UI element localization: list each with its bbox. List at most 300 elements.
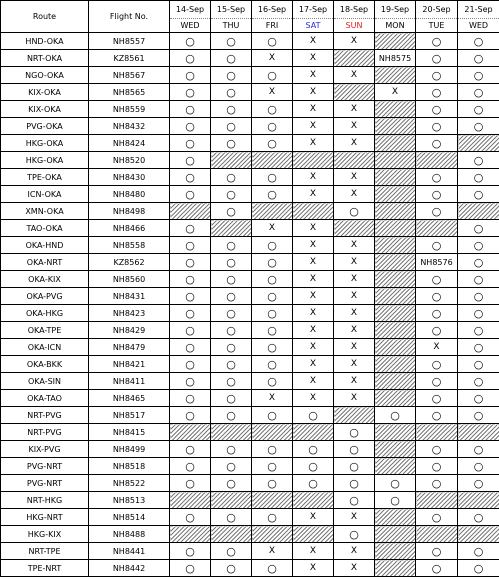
operating-cell bbox=[458, 322, 499, 339]
cancelled-cell bbox=[334, 186, 375, 203]
operating-mark: ○ bbox=[473, 51, 484, 65]
no-service-cell bbox=[375, 373, 416, 390]
substitute-flight-label: NH8576 bbox=[420, 257, 453, 267]
cancelled-cell bbox=[293, 135, 334, 152]
operating-mark: ○ bbox=[431, 544, 442, 558]
operating-mark: ○ bbox=[431, 136, 442, 150]
operating-cell bbox=[458, 509, 499, 526]
cancelled-cell bbox=[293, 67, 334, 84]
no-service-cell bbox=[375, 560, 416, 577]
operating-mark: ○ bbox=[267, 357, 277, 371]
operating-mark: ○ bbox=[473, 561, 484, 575]
operating-mark: ○ bbox=[431, 357, 442, 371]
operating-mark: ○ bbox=[390, 408, 400, 422]
operating-cell bbox=[458, 254, 499, 271]
table-row bbox=[1, 492, 499, 509]
no-service-cell bbox=[211, 220, 252, 237]
operating-mark: ○ bbox=[226, 510, 236, 524]
no-service-cell bbox=[375, 288, 416, 305]
date-header: 19-Sep bbox=[375, 1, 416, 19]
table-row bbox=[1, 186, 499, 203]
operating-cell bbox=[211, 237, 252, 254]
cancelled-cell bbox=[334, 67, 375, 84]
operating-mark: ○ bbox=[185, 374, 195, 388]
route-cell: KIX-PVG bbox=[1, 441, 89, 458]
operating-cell bbox=[170, 475, 211, 492]
operating-cell bbox=[170, 67, 211, 84]
operating-mark: ○ bbox=[308, 476, 318, 490]
operating-cell bbox=[458, 33, 499, 50]
route-cell: NRT-HKG bbox=[1, 492, 89, 509]
flight-number-cell: NH8415 bbox=[89, 424, 170, 441]
cancelled-cell bbox=[293, 101, 334, 118]
cancelled-mark: X bbox=[350, 512, 358, 522]
operating-mark: ○ bbox=[226, 238, 236, 252]
operating-mark: ○ bbox=[473, 442, 484, 456]
flight-number-cell: NH8514 bbox=[89, 509, 170, 526]
cancelled-mark: X bbox=[350, 138, 358, 148]
operating-cell bbox=[252, 186, 293, 203]
operating-cell bbox=[170, 322, 211, 339]
operating-mark: ○ bbox=[308, 408, 318, 422]
operating-cell bbox=[170, 237, 211, 254]
operating-cell bbox=[416, 458, 458, 475]
operating-mark: ○ bbox=[185, 34, 195, 48]
operating-mark: ○ bbox=[226, 306, 236, 320]
no-service-cell bbox=[375, 152, 416, 169]
cancelled-cell bbox=[293, 373, 334, 390]
table-row bbox=[1, 84, 499, 101]
operating-cell bbox=[416, 373, 458, 390]
table-row bbox=[1, 50, 499, 67]
operating-cell bbox=[211, 560, 252, 577]
operating-cell bbox=[170, 458, 211, 475]
route-cell: HKG-NRT bbox=[1, 509, 89, 526]
operating-cell bbox=[334, 441, 375, 458]
operating-cell bbox=[252, 305, 293, 322]
table-row bbox=[1, 390, 499, 407]
route-cell: XMN-OKA bbox=[1, 203, 89, 220]
table-row bbox=[1, 169, 499, 186]
cancelled-cell bbox=[334, 373, 375, 390]
no-service-cell bbox=[458, 135, 499, 152]
route-cell: HND-OKA bbox=[1, 33, 89, 50]
flight-number-cell: NH8567 bbox=[89, 67, 170, 84]
operating-cell bbox=[211, 101, 252, 118]
operating-cell bbox=[211, 50, 252, 67]
route-cell: PVG-NRT bbox=[1, 458, 89, 475]
no-service-cell bbox=[375, 237, 416, 254]
route-cell: NRT-PVG bbox=[1, 424, 89, 441]
operating-mark: ○ bbox=[185, 221, 195, 235]
route-cell: OKA-HND bbox=[1, 237, 89, 254]
flight-number-cell: NH8522 bbox=[89, 475, 170, 492]
operating-cell bbox=[416, 288, 458, 305]
operating-mark: ○ bbox=[431, 119, 442, 133]
operating-mark: ○ bbox=[473, 187, 484, 201]
operating-mark: ○ bbox=[226, 289, 236, 303]
operating-cell bbox=[334, 475, 375, 492]
route-cell: OKA-TPE bbox=[1, 322, 89, 339]
operating-mark: ○ bbox=[267, 510, 277, 524]
cancelled-mark: X bbox=[350, 563, 358, 573]
no-service-cell bbox=[458, 203, 499, 220]
operating-cell bbox=[211, 118, 252, 135]
operating-cell bbox=[252, 441, 293, 458]
operating-mark: ○ bbox=[226, 204, 236, 218]
operating-cell bbox=[170, 118, 211, 135]
no-service-cell bbox=[375, 458, 416, 475]
flight-number-cell: NH8517 bbox=[89, 407, 170, 424]
day-header: SAT bbox=[293, 19, 334, 33]
cancelled-cell bbox=[293, 33, 334, 50]
cancelled-mark: X bbox=[309, 325, 317, 335]
operating-cell bbox=[416, 305, 458, 322]
cancelled-cell bbox=[252, 220, 293, 237]
no-service-cell bbox=[375, 509, 416, 526]
no-service-cell bbox=[293, 492, 334, 509]
operating-mark: ○ bbox=[267, 476, 277, 490]
operating-mark: ○ bbox=[267, 187, 277, 201]
cancelled-mark: X bbox=[350, 240, 358, 250]
operating-mark: ○ bbox=[349, 442, 359, 456]
operating-cell bbox=[211, 339, 252, 356]
operating-mark: ○ bbox=[185, 306, 195, 320]
operating-mark: ○ bbox=[431, 374, 442, 388]
cancelled-mark: X bbox=[309, 359, 317, 369]
operating-cell bbox=[252, 271, 293, 288]
table-row bbox=[1, 424, 499, 441]
table-row bbox=[1, 526, 499, 543]
operating-cell bbox=[458, 237, 499, 254]
operating-mark: ○ bbox=[185, 561, 195, 575]
cancelled-cell bbox=[252, 50, 293, 67]
no-service-cell bbox=[375, 169, 416, 186]
cancelled-cell bbox=[334, 271, 375, 288]
cancelled-mark: X bbox=[350, 36, 358, 46]
operating-cell bbox=[416, 101, 458, 118]
flight-number-cell: NH8557 bbox=[89, 33, 170, 50]
operating-cell bbox=[211, 84, 252, 101]
operating-mark: ○ bbox=[473, 391, 484, 405]
operating-mark: ○ bbox=[185, 272, 195, 286]
operating-mark: ○ bbox=[473, 374, 484, 388]
operating-mark: ○ bbox=[226, 136, 236, 150]
operating-cell bbox=[252, 475, 293, 492]
route-cell: NGO-OKA bbox=[1, 67, 89, 84]
operating-cell bbox=[458, 356, 499, 373]
operating-cell bbox=[211, 356, 252, 373]
operating-cell bbox=[458, 305, 499, 322]
operating-cell bbox=[458, 288, 499, 305]
operating-mark: ○ bbox=[185, 68, 195, 82]
operating-mark: ○ bbox=[349, 204, 359, 218]
date-header: 20-Sep bbox=[416, 1, 458, 19]
operating-cell bbox=[416, 135, 458, 152]
day-header: WED bbox=[458, 19, 499, 33]
operating-mark: ○ bbox=[431, 85, 442, 99]
cancelled-cell bbox=[252, 390, 293, 407]
operating-cell bbox=[211, 33, 252, 50]
operating-mark: ○ bbox=[185, 340, 195, 354]
flight-number-cell: NH8465 bbox=[89, 390, 170, 407]
route-cell: NRT-PVG bbox=[1, 407, 89, 424]
table-row bbox=[1, 33, 499, 50]
no-service-cell bbox=[375, 220, 416, 237]
cancelled-cell bbox=[334, 509, 375, 526]
operating-mark: ○ bbox=[349, 493, 359, 507]
operating-mark: ○ bbox=[267, 34, 277, 48]
operating-cell bbox=[416, 186, 458, 203]
operating-mark: ○ bbox=[431, 408, 442, 422]
operating-cell bbox=[170, 509, 211, 526]
cancelled-cell bbox=[293, 237, 334, 254]
operating-cell bbox=[211, 135, 252, 152]
operating-cell bbox=[170, 101, 211, 118]
route-cell: OKA-HKG bbox=[1, 305, 89, 322]
operating-cell bbox=[458, 84, 499, 101]
operating-mark: ○ bbox=[267, 459, 277, 473]
day-header: THU bbox=[211, 19, 252, 33]
operating-cell bbox=[170, 441, 211, 458]
operating-cell bbox=[416, 441, 458, 458]
operating-mark: ○ bbox=[185, 51, 195, 65]
operating-cell bbox=[252, 373, 293, 390]
operating-mark: ○ bbox=[431, 561, 442, 575]
operating-cell bbox=[211, 169, 252, 186]
flight-number-cell: NH8423 bbox=[89, 305, 170, 322]
flight-number-cell: NH8441 bbox=[89, 543, 170, 560]
operating-cell bbox=[211, 543, 252, 560]
operating-mark: ○ bbox=[267, 289, 277, 303]
cancelled-mark: X bbox=[350, 274, 358, 284]
cancelled-mark: X bbox=[350, 172, 358, 182]
operating-mark: ○ bbox=[267, 323, 277, 337]
cancelled-mark: X bbox=[391, 87, 399, 97]
no-service-cell bbox=[170, 492, 211, 509]
operating-mark: ○ bbox=[473, 357, 484, 371]
date-header: 14-Sep bbox=[170, 1, 211, 19]
no-service-cell bbox=[375, 356, 416, 373]
cancelled-cell bbox=[252, 543, 293, 560]
no-service-cell bbox=[458, 492, 499, 509]
operating-mark: ○ bbox=[473, 459, 484, 473]
operating-cell bbox=[170, 84, 211, 101]
date-header: 17-Sep bbox=[293, 1, 334, 19]
flight-number-cell: NH8442 bbox=[89, 560, 170, 577]
operating-cell bbox=[458, 101, 499, 118]
table-row bbox=[1, 152, 499, 169]
operating-cell bbox=[252, 560, 293, 577]
operating-cell bbox=[416, 50, 458, 67]
operating-cell bbox=[211, 441, 252, 458]
operating-cell bbox=[252, 509, 293, 526]
operating-mark: ○ bbox=[185, 510, 195, 524]
operating-mark: ○ bbox=[473, 340, 484, 354]
operating-mark: ○ bbox=[473, 119, 484, 133]
operating-mark: ○ bbox=[226, 374, 236, 388]
cancelled-mark: X bbox=[350, 325, 358, 335]
cancelled-cell bbox=[375, 84, 416, 101]
operating-cell bbox=[170, 305, 211, 322]
table-row bbox=[1, 509, 499, 526]
operating-cell bbox=[293, 458, 334, 475]
table-row bbox=[1, 271, 499, 288]
operating-cell bbox=[211, 322, 252, 339]
cancelled-mark: X bbox=[309, 189, 317, 199]
cancelled-cell bbox=[334, 254, 375, 271]
operating-mark: ○ bbox=[185, 85, 195, 99]
operating-mark: ○ bbox=[226, 561, 236, 575]
no-service-cell bbox=[375, 271, 416, 288]
operating-mark: ○ bbox=[267, 136, 277, 150]
no-service-cell bbox=[334, 152, 375, 169]
operating-mark: ○ bbox=[431, 238, 442, 252]
route-cell: OKA-TAO bbox=[1, 390, 89, 407]
operating-cell bbox=[458, 407, 499, 424]
no-service-cell bbox=[293, 424, 334, 441]
operating-cell bbox=[252, 288, 293, 305]
operating-mark: ○ bbox=[431, 51, 442, 65]
operating-cell bbox=[416, 509, 458, 526]
operating-cell bbox=[170, 254, 211, 271]
operating-cell bbox=[211, 458, 252, 475]
cancelled-cell bbox=[293, 560, 334, 577]
flight-number-cell: NH8513 bbox=[89, 492, 170, 509]
operating-cell bbox=[458, 220, 499, 237]
cancelled-mark: X bbox=[309, 257, 317, 267]
no-service-cell bbox=[416, 152, 458, 169]
cancelled-mark: X bbox=[268, 223, 276, 233]
route-cell: KIX-OKA bbox=[1, 84, 89, 101]
no-service-cell bbox=[375, 186, 416, 203]
day-header: MON bbox=[375, 19, 416, 33]
table-row bbox=[1, 560, 499, 577]
operating-mark: ○ bbox=[267, 340, 277, 354]
operating-cell bbox=[170, 339, 211, 356]
no-service-cell bbox=[375, 67, 416, 84]
operating-mark: ○ bbox=[473, 289, 484, 303]
route-cell: KIX-OKA bbox=[1, 101, 89, 118]
operating-cell bbox=[211, 186, 252, 203]
operating-mark: ○ bbox=[226, 391, 236, 405]
operating-mark: ○ bbox=[226, 357, 236, 371]
cancelled-mark: X bbox=[309, 512, 317, 522]
cancelled-cell bbox=[334, 101, 375, 118]
operating-mark: ○ bbox=[473, 68, 484, 82]
operating-mark: ○ bbox=[185, 255, 195, 269]
operating-cell bbox=[170, 50, 211, 67]
operating-cell bbox=[458, 458, 499, 475]
cancelled-cell bbox=[334, 135, 375, 152]
operating-cell bbox=[458, 169, 499, 186]
operating-cell bbox=[170, 356, 211, 373]
day-header: SUN bbox=[334, 19, 375, 33]
cancelled-mark: X bbox=[350, 189, 358, 199]
table-row bbox=[1, 101, 499, 118]
operating-mark: ○ bbox=[473, 221, 484, 235]
operating-mark: ○ bbox=[226, 272, 236, 286]
operating-mark: ○ bbox=[185, 442, 195, 456]
cancelled-mark: X bbox=[309, 87, 317, 97]
operating-mark: ○ bbox=[185, 170, 195, 184]
operating-cell bbox=[334, 458, 375, 475]
date-header: 16-Sep bbox=[252, 1, 293, 19]
no-service-cell bbox=[252, 526, 293, 543]
operating-cell bbox=[416, 390, 458, 407]
operating-cell bbox=[170, 152, 211, 169]
no-service-cell bbox=[416, 492, 458, 509]
cancelled-mark: X bbox=[309, 308, 317, 318]
route-cell: ICN-OKA bbox=[1, 186, 89, 203]
operating-cell bbox=[458, 67, 499, 84]
cancelled-cell bbox=[334, 356, 375, 373]
operating-cell bbox=[334, 424, 375, 441]
operating-cell bbox=[252, 33, 293, 50]
table-row bbox=[1, 339, 499, 356]
operating-mark: ○ bbox=[431, 170, 442, 184]
flight-number-cell: NH8558 bbox=[89, 237, 170, 254]
operating-cell bbox=[170, 169, 211, 186]
operating-cell bbox=[252, 458, 293, 475]
operating-cell bbox=[458, 441, 499, 458]
operating-mark: ○ bbox=[226, 476, 236, 490]
operating-mark: ○ bbox=[185, 136, 195, 150]
operating-mark: ○ bbox=[473, 34, 484, 48]
flight-number-cell: NH8499 bbox=[89, 441, 170, 458]
cancelled-cell bbox=[334, 118, 375, 135]
no-service-cell bbox=[252, 203, 293, 220]
operating-mark: ○ bbox=[431, 476, 442, 490]
flight-number-cell: NH8432 bbox=[89, 118, 170, 135]
operating-cell bbox=[252, 322, 293, 339]
operating-mark: ○ bbox=[226, 102, 236, 116]
flight-column-header: Flight No. bbox=[89, 1, 170, 33]
operating-mark: ○ bbox=[473, 408, 484, 422]
operating-mark: ○ bbox=[473, 238, 484, 252]
operating-cell bbox=[416, 118, 458, 135]
table-row bbox=[1, 373, 499, 390]
cancelled-cell bbox=[334, 322, 375, 339]
route-cell: PVG-NRT bbox=[1, 475, 89, 492]
operating-mark: ○ bbox=[226, 408, 236, 422]
table-row bbox=[1, 458, 499, 475]
operating-cell bbox=[252, 356, 293, 373]
cancelled-cell bbox=[252, 84, 293, 101]
operating-cell bbox=[170, 220, 211, 237]
no-service-cell bbox=[211, 152, 252, 169]
operating-mark: ○ bbox=[226, 442, 236, 456]
flight-number-cell: NH8411 bbox=[89, 373, 170, 390]
operating-mark: ○ bbox=[267, 272, 277, 286]
no-service-cell bbox=[375, 101, 416, 118]
substitute-flight-label: NH8575 bbox=[378, 53, 412, 63]
route-cell: TPE-NRT bbox=[1, 560, 89, 577]
operating-mark: ○ bbox=[185, 476, 195, 490]
cancelled-cell bbox=[293, 390, 334, 407]
operating-cell bbox=[170, 186, 211, 203]
route-cell: OKA-KIX bbox=[1, 271, 89, 288]
operating-mark: ○ bbox=[431, 102, 442, 116]
day-header: FRI bbox=[252, 19, 293, 33]
no-service-cell bbox=[375, 203, 416, 220]
operating-cell bbox=[170, 135, 211, 152]
operating-mark: ○ bbox=[473, 153, 484, 167]
date-header: 21-Sep bbox=[458, 1, 499, 19]
no-service-cell bbox=[334, 84, 375, 101]
operating-cell bbox=[293, 441, 334, 458]
flight-number-cell: NH8431 bbox=[89, 288, 170, 305]
